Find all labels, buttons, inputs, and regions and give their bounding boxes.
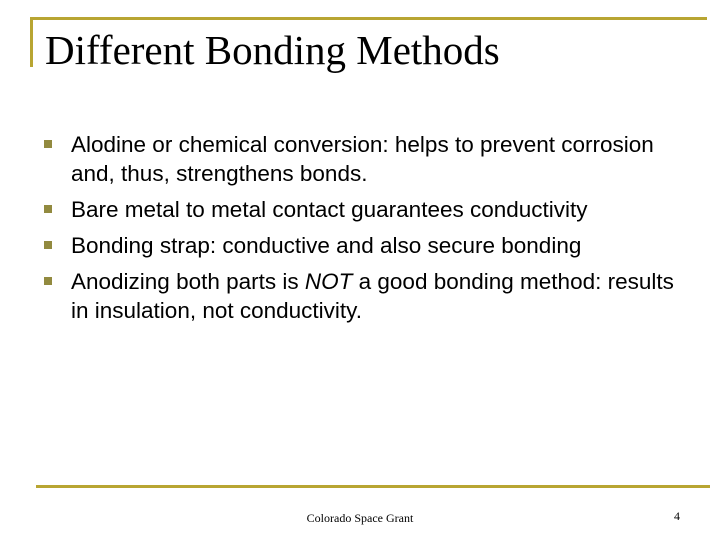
footer-text: Colorado Space Grant bbox=[306, 511, 414, 525]
bullet-item bbox=[44, 195, 684, 224]
title-frame-left-rule bbox=[30, 17, 33, 67]
bullet-text: Alodine or chemical conversion: helps to prevent corrosion and, thus, strengthens bonds. bbox=[71, 132, 654, 186]
bullet-list bbox=[44, 130, 684, 332]
square-bullet-icon bbox=[44, 241, 52, 249]
bullet-item bbox=[44, 231, 684, 260]
bullet-text-after: a good bonding method: results in insulation, not conductivity. bbox=[71, 269, 674, 323]
bullet-text: Bare metal to metal contact guarantees conductivity bbox=[71, 197, 588, 222]
square-bullet-icon bbox=[44, 140, 52, 148]
square-bullet-icon bbox=[44, 205, 52, 213]
slide-title: Different Bonding Methods bbox=[45, 27, 500, 73]
bullet-item bbox=[44, 130, 684, 188]
title-frame-top-rule bbox=[30, 17, 707, 20]
page-number: 4 bbox=[674, 509, 680, 523]
bullet-text: Bonding strap: conductive and also secure bonding bbox=[71, 233, 582, 258]
footer-rule bbox=[36, 485, 710, 488]
bullet-emphasis: NOT bbox=[304, 269, 353, 294]
square-bullet-icon bbox=[44, 277, 52, 285]
bullet-text-before: Anodizing both parts is bbox=[71, 269, 305, 294]
bullet-item bbox=[44, 267, 684, 325]
